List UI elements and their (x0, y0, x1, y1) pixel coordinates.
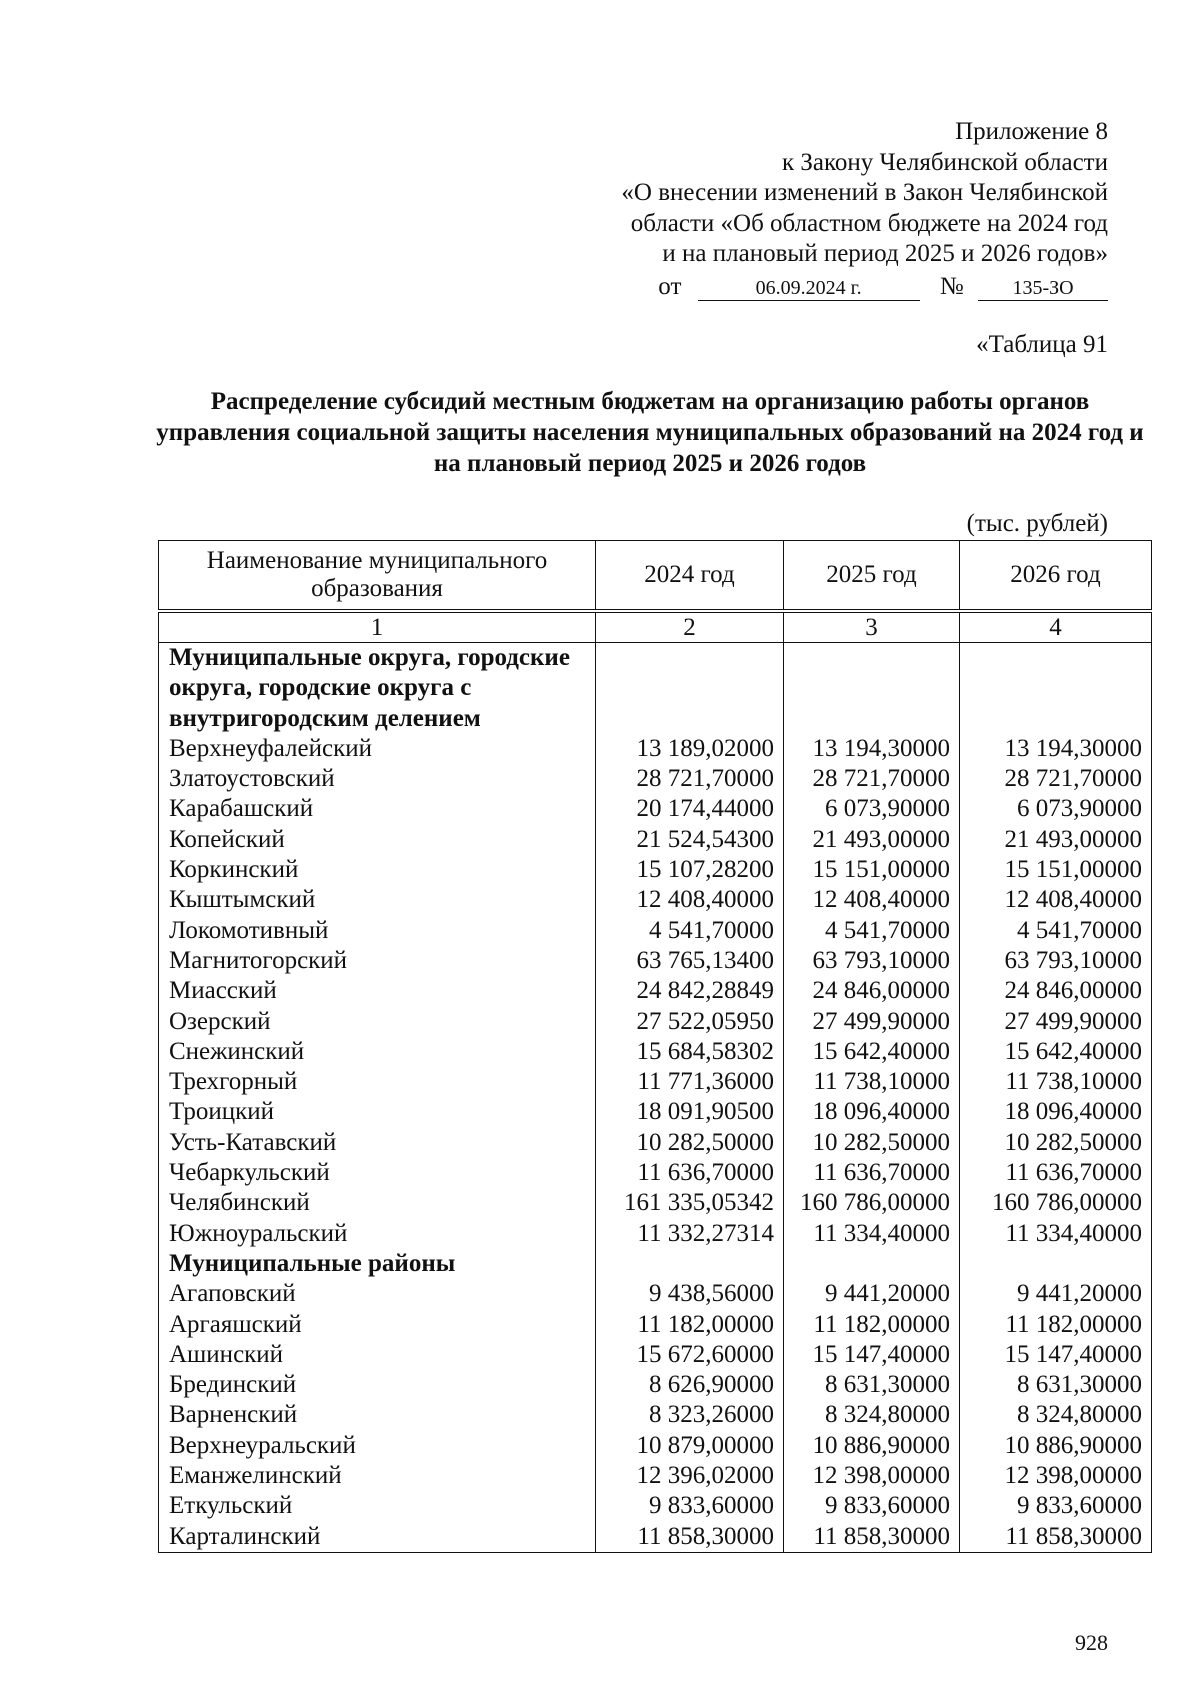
value-cell-2024: 15 107,28200 (596, 855, 784, 885)
table-row (159, 1279, 1152, 1309)
value-cell-2024 (596, 643, 784, 734)
value-cell-2024: 10 879,00000 (596, 1431, 784, 1461)
value-cell-2025: 8 631,30000 (784, 1370, 960, 1400)
table-row (159, 1219, 1152, 1249)
page-number: 928 (1075, 1630, 1108, 1655)
appendix-line: Приложение 8 (955, 118, 1108, 145)
value-cell-2026: 6 073,90000 (960, 794, 1152, 824)
municipality-name-cell: Карабашский (159, 794, 596, 824)
value-cell-2025: 8 324,80000 (784, 1400, 960, 1430)
value-cell-2025 (784, 1249, 960, 1279)
value-cell-2026: 10 886,90000 (960, 1431, 1152, 1461)
value-cell-2024: 9 833,60000 (596, 1491, 784, 1521)
table-row (159, 1007, 1152, 1037)
municipality-name-cell: Карталинский (159, 1522, 596, 1553)
value-cell-2024: 8 626,90000 (596, 1370, 784, 1400)
municipality-name-cell: Варненский (159, 1400, 596, 1430)
law-number: 135-ЗО (978, 276, 1108, 301)
table-body (159, 643, 1152, 1553)
appendix-line: «О внесении изменений в Закон Челябинской (621, 179, 1108, 206)
column-number: 3 (784, 611, 960, 643)
subsidy-table (158, 540, 1152, 1553)
value-cell-2026 (960, 643, 1152, 734)
table-row (159, 1067, 1152, 1097)
value-cell-2025: 9 441,20000 (784, 1279, 960, 1309)
municipality-name-cell: Верхнеуральский (159, 1431, 596, 1461)
table-label: «Таблица 91 (976, 331, 1108, 358)
value-cell-2026: 27 499,90000 (960, 1007, 1152, 1037)
value-cell-2025: 12 398,00000 (784, 1461, 960, 1491)
value-cell-2026: 24 846,00000 (960, 976, 1152, 1006)
municipality-name-cell: Златоустовский (159, 764, 596, 794)
value-cell-2026: 11 858,30000 (960, 1522, 1152, 1553)
value-cell-2025: 10 282,50000 (784, 1128, 960, 1158)
value-cell-2026: 8 324,80000 (960, 1400, 1152, 1430)
table-group-row (159, 1249, 1152, 1279)
header-municipality: Наименование муниципального образования (159, 541, 596, 612)
table-group-row (159, 643, 1152, 734)
municipality-name-cell: Трехгорный (159, 1067, 596, 1097)
table-row (159, 1340, 1152, 1370)
column-number: 2 (596, 611, 784, 643)
table-row (159, 1310, 1152, 1340)
value-cell-2025: 12 408,40000 (784, 885, 960, 915)
table-row (159, 1431, 1152, 1461)
value-cell-2024: 15 672,60000 (596, 1340, 784, 1370)
municipality-name-cell: Озерский (159, 1007, 596, 1037)
municipality-name-cell: Ашинский (159, 1340, 596, 1370)
header-2024: 2024 год (596, 541, 784, 612)
value-cell-2026: 4 541,70000 (960, 916, 1152, 946)
column-number: 4 (960, 611, 1152, 643)
table-row (159, 1400, 1152, 1430)
table-row (159, 1522, 1152, 1553)
municipality-name-cell: Брединский (159, 1370, 596, 1400)
table-row (159, 1188, 1152, 1218)
value-cell-2025: 4 541,70000 (784, 916, 960, 946)
value-cell-2024: 12 408,40000 (596, 885, 784, 915)
value-cell-2024: 63 765,13400 (596, 946, 784, 976)
value-cell-2026: 10 282,50000 (960, 1128, 1152, 1158)
value-cell-2025: 15 642,40000 (784, 1037, 960, 1067)
value-cell-2024: 21 524,54300 (596, 825, 784, 855)
value-cell-2025: 18 096,40000 (784, 1097, 960, 1127)
municipality-name-cell: Локомотивный (159, 916, 596, 946)
value-cell-2025: 11 738,10000 (784, 1067, 960, 1097)
municipality-name-cell: Кыштымский (159, 885, 596, 915)
table-row (159, 1370, 1152, 1400)
value-cell-2026: 18 096,40000 (960, 1097, 1152, 1127)
value-cell-2026: 12 398,00000 (960, 1461, 1152, 1491)
value-cell-2025: 10 886,90000 (784, 1431, 960, 1461)
value-cell-2024: 4 541,70000 (596, 916, 784, 946)
value-cell-2024: 8 323,26000 (596, 1400, 784, 1430)
value-cell-2025: 11 182,00000 (784, 1310, 960, 1340)
municipality-name-cell: Миасский (159, 976, 596, 1006)
group-name-cell: Муниципальные округа, городские округа, городские округа с внутригородским делением (159, 643, 596, 734)
value-cell-2025: 11 636,70000 (784, 1158, 960, 1188)
value-cell-2024: 11 771,36000 (596, 1067, 784, 1097)
value-cell-2026: 9 833,60000 (960, 1491, 1152, 1521)
municipality-name-cell: Чебаркульский (159, 1158, 596, 1188)
table-row (159, 885, 1152, 915)
group-name-cell: Муниципальные районы (159, 1249, 596, 1279)
municipality-name-cell: Усть-Катавский (159, 1128, 596, 1158)
value-cell-2024: 13 189,02000 (596, 734, 784, 764)
municipality-name-cell: Коркинский (159, 855, 596, 885)
value-cell-2024: 27 522,05950 (596, 1007, 784, 1037)
law-date-number-line (621, 272, 1108, 303)
value-cell-2026: 160 786,00000 (960, 1188, 1152, 1218)
from-label: от (658, 272, 682, 300)
municipality-name-cell: Челябинский (159, 1188, 596, 1218)
value-cell-2025: 11 858,30000 (784, 1522, 960, 1553)
value-cell-2024: 11 858,30000 (596, 1522, 784, 1553)
value-cell-2024: 24 842,28849 (596, 976, 784, 1006)
document-title: Распределение субсидий местным бюджетам на организацию работы органов управления социальной защиты населения муниципальных образований на 2024 год и на плановый период 2025 и 2026 годов (156, 388, 1144, 477)
table-row (159, 1097, 1152, 1127)
value-cell-2025: 160 786,00000 (784, 1188, 960, 1218)
table-row (159, 1461, 1152, 1491)
table-row (159, 1491, 1152, 1521)
value-cell-2025: 11 334,40000 (784, 1219, 960, 1249)
value-cell-2024: 10 282,50000 (596, 1128, 784, 1158)
value-cell-2026: 13 194,30000 (960, 734, 1152, 764)
value-cell-2025: 63 793,10000 (784, 946, 960, 976)
value-cell-2026: 28 721,70000 (960, 764, 1152, 794)
value-cell-2026: 11 738,10000 (960, 1067, 1152, 1097)
table-row (159, 1128, 1152, 1158)
value-cell-2026: 11 334,40000 (960, 1219, 1152, 1249)
value-cell-2024: 12 396,02000 (596, 1461, 784, 1491)
value-cell-2026: 12 408,40000 (960, 885, 1152, 915)
value-cell-2024: 11 332,27314 (596, 1219, 784, 1249)
municipality-name-cell: Еманжелинский (159, 1461, 596, 1491)
table-row (159, 976, 1152, 1006)
value-cell-2025 (784, 643, 960, 734)
table-row (159, 1158, 1152, 1188)
header-2025: 2025 год (784, 541, 960, 612)
municipality-name-cell: Аргаяшский (159, 1310, 596, 1340)
value-cell-2026: 21 493,00000 (960, 825, 1152, 855)
value-cell-2026: 15 151,00000 (960, 855, 1152, 885)
value-cell-2026: 15 642,40000 (960, 1037, 1152, 1067)
municipality-name-cell: Еткульский (159, 1491, 596, 1521)
value-cell-2026 (960, 1249, 1152, 1279)
value-cell-2024: 28 721,70000 (596, 764, 784, 794)
appendix-line: и на плановый период 2025 и 2026 годов» (662, 240, 1108, 267)
appendix-line: области «Об областном бюджете на 2024 год (630, 209, 1108, 237)
value-cell-2026: 11 636,70000 (960, 1158, 1152, 1188)
value-cell-2024: 11 636,70000 (596, 1158, 784, 1188)
value-cell-2025: 24 846,00000 (784, 976, 960, 1006)
value-cell-2024: 15 684,58302 (596, 1037, 784, 1067)
header-2026: 2026 год (960, 541, 1152, 612)
value-cell-2024: 9 438,56000 (596, 1279, 784, 1309)
table-header-row (159, 541, 1152, 612)
units-label: (тыс. рублей) (966, 510, 1108, 537)
value-cell-2025: 13 194,30000 (784, 734, 960, 764)
table-row (159, 825, 1152, 855)
value-cell-2024: 161 335,05342 (596, 1188, 784, 1218)
value-cell-2025: 15 147,40000 (784, 1340, 960, 1370)
appendix-line: к Закону Челябинской области (782, 148, 1108, 176)
value-cell-2025: 9 833,60000 (784, 1491, 960, 1521)
value-cell-2026: 15 147,40000 (960, 1340, 1152, 1370)
value-cell-2024: 11 182,00000 (596, 1310, 784, 1340)
value-cell-2024 (596, 1249, 784, 1279)
value-cell-2024: 18 091,90500 (596, 1097, 784, 1127)
value-cell-2025: 27 499,90000 (784, 1007, 960, 1037)
municipality-name-cell: Троицкий (159, 1097, 596, 1127)
municipality-name-cell: Южноуральский (159, 1219, 596, 1249)
value-cell-2024: 20 174,44000 (596, 794, 784, 824)
table-row (159, 916, 1152, 946)
value-cell-2025: 21 493,00000 (784, 825, 960, 855)
table-row (159, 855, 1152, 885)
municipality-name-cell: Снежинский (159, 1037, 596, 1067)
table-row (159, 734, 1152, 764)
municipality-name-cell: Верхнеуфалейский (159, 734, 596, 764)
value-cell-2025: 6 073,90000 (784, 794, 960, 824)
number-label: № (939, 272, 964, 300)
column-number-row (159, 611, 1152, 643)
value-cell-2026: 9 441,20000 (960, 1279, 1152, 1309)
law-date: 06.09.2024 г. (698, 276, 920, 301)
appendix-header (621, 117, 1108, 302)
municipality-name-cell: Копейский (159, 825, 596, 855)
table-row (159, 794, 1152, 824)
table-row (159, 946, 1152, 976)
value-cell-2026: 8 631,30000 (960, 1370, 1152, 1400)
value-cell-2026: 63 793,10000 (960, 946, 1152, 976)
value-cell-2025: 15 151,00000 (784, 855, 960, 885)
table-row (159, 1037, 1152, 1067)
municipality-name-cell: Агаповский (159, 1279, 596, 1309)
municipality-name-cell: Магнитогорский (159, 946, 596, 976)
value-cell-2026: 11 182,00000 (960, 1310, 1152, 1340)
value-cell-2025: 28 721,70000 (784, 764, 960, 794)
column-number: 1 (159, 611, 596, 643)
table-row (159, 764, 1152, 794)
